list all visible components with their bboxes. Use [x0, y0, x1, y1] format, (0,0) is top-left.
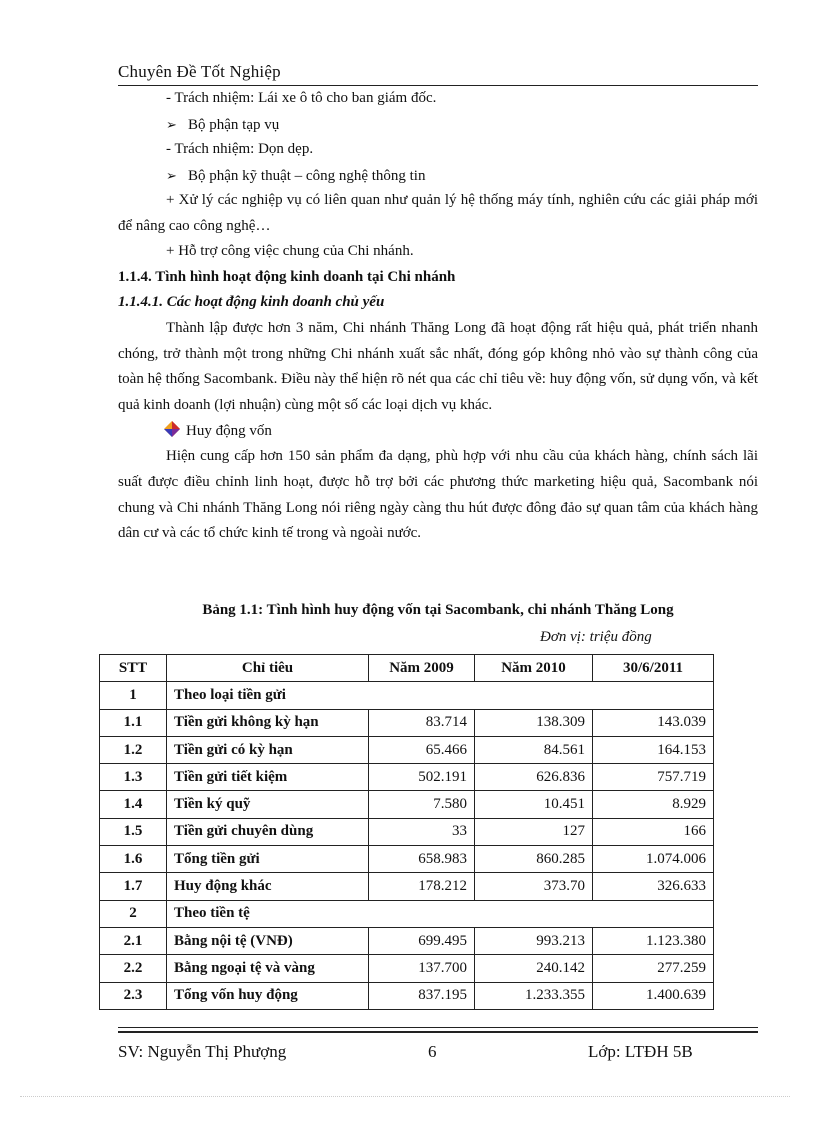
- value-2009-cell: 178.212: [369, 873, 475, 900]
- bullet-item: [118, 163, 758, 189]
- value-2011-cell: 8.929: [593, 791, 714, 818]
- indicator-cell: Bằng nội tệ (VNĐ): [167, 927, 369, 954]
- table-row: [100, 736, 714, 763]
- stt-cell: 2.1: [100, 927, 167, 954]
- indicator-cell: Tiền gửi có kỳ hạn: [167, 736, 369, 763]
- indicator-cell: Tổng vốn huy động: [167, 982, 369, 1009]
- table-row: [100, 873, 714, 900]
- footer-rule: [118, 1031, 758, 1033]
- table-row: [100, 709, 714, 736]
- indicator-cell: Huy động khác: [167, 873, 369, 900]
- body-text: [118, 86, 758, 547]
- value-2011-cell: 143.039: [593, 709, 714, 736]
- value-2011-cell: 164.153: [593, 736, 714, 763]
- value-2011-cell: 326.633: [593, 873, 714, 900]
- bullet-item: [118, 112, 758, 138]
- value-2011-cell: 757.719: [593, 764, 714, 791]
- arrow-bullet-icon: ➢: [166, 116, 177, 132]
- value-2011-cell: 166: [593, 818, 714, 845]
- paragraph: Hiện cung cấp hơn 150 sản phẩm đa dạng, phù hợp với nhu cầu của khách hàng, chính sách lãi suất được điều chỉnh linh hoạt, được hỗ trợ bởi các phương thức marketing hiệu quả, Sacombank nói chung và Chi nhánh Thăng Long nói riêng ngày càng thu hút được đông đảo sự quan tâm của khách hàng dân cư và các tổ chức kinh tế trong và ngoài nước.: [118, 448, 758, 542]
- value-2010-cell: 993.213: [475, 927, 593, 954]
- section-heading: 1.1.4. Tình hình hoạt động kinh doanh tại Chi nhánh: [118, 268, 456, 285]
- paragraph: + Xử lý các nghiệp vụ có liên quan như quản lý hệ thống máy tính, nghiên cứu các giải pháp mới để nâng cao công nghệ…: [118, 192, 758, 234]
- bullet-label: Bộ phận tạp vụ: [188, 116, 280, 133]
- text-line: - Trách nhiệm: Dọn dẹp.: [166, 141, 314, 157]
- stt-cell: 1.3: [100, 764, 167, 791]
- value-2009-cell: 658.983: [369, 846, 475, 873]
- table-header-row: [100, 655, 714, 682]
- value-2011-cell: 1.123.380: [593, 927, 714, 954]
- indicator-cell: Tiền gửi chuyên dùng: [167, 818, 369, 845]
- table-row: [100, 982, 714, 1009]
- value-2009-cell: 33: [369, 818, 475, 845]
- indicator-cell: Bằng ngoại tệ và vàng: [167, 955, 369, 982]
- indicator-cell: Tiền ký quỹ: [167, 791, 369, 818]
- table-caption: Bảng 1.1: Tình hình huy động vốn tại Sacombank, chi nhánh Thăng Long: [202, 602, 674, 618]
- value-2009-cell: 502.191: [369, 764, 475, 791]
- value-2010-cell: 373.70: [475, 873, 593, 900]
- column-header: Năm 2009: [369, 655, 475, 682]
- bullet-label: Huy động vốn: [186, 422, 272, 439]
- group-label-cell: Theo loại tiền gửi: [167, 682, 714, 709]
- footer-student: SV: Nguyễn Thị Phượng: [118, 1042, 287, 1061]
- paragraph: Thành lập được hơn 3 năm, Chi nhánh Thăng Long đã hoạt động rất hiệu quả, phát triển nhanh chóng, trở thành một trong những Chi nhánh xuất sắc nhất, đóng góp không nhỏ vào sự thành công của toàn hệ thống Sacombank. Điều này thể hiện rõ nét qua các chỉ tiêu về: huy động vốn, sử dụng vốn, và kết quả kinh doanh (lợi nhuận) cùng một số các loại dịch vụ khác.: [118, 319, 758, 414]
- column-header: 30/6/2011: [593, 655, 714, 682]
- column-header: Năm 2010: [475, 655, 593, 682]
- stt-cell: 2.2: [100, 955, 167, 982]
- page-edge: [20, 1096, 790, 1097]
- arrow-bullet-icon: ➢: [166, 167, 177, 183]
- value-2009-cell: 83.714: [369, 709, 475, 736]
- value-2010-cell: 626.836: [475, 764, 593, 791]
- text-line: - Trách nhiệm: Lái xe ô tô cho ban giám đốc.: [166, 90, 437, 106]
- stt-cell: 1.6: [100, 846, 167, 873]
- stt-cell: 1.7: [100, 873, 167, 900]
- table-row: [100, 955, 714, 982]
- capital-mobilization-table: [99, 654, 714, 1010]
- stt-cell: 1: [100, 682, 167, 709]
- table-row: [100, 791, 714, 818]
- stt-cell: 2: [100, 900, 167, 927]
- value-2010-cell: 10.451: [475, 791, 593, 818]
- indicator-cell: Tiền gửi không kỳ hạn: [167, 709, 369, 736]
- table-row: [100, 927, 714, 954]
- stt-cell: 1.1: [100, 709, 167, 736]
- value-2011-cell: 1.074.006: [593, 846, 714, 873]
- footer-class: Lớp: LTĐH 5B: [588, 1042, 693, 1061]
- table-row: [100, 764, 714, 791]
- value-2011-cell: 1.400.639: [593, 982, 714, 1009]
- diamond-bullet-icon: [164, 421, 180, 437]
- footer-rule: [118, 1027, 758, 1028]
- column-header: Chỉ tiêu: [167, 655, 369, 682]
- group-label-cell: Theo tiền tệ: [167, 900, 714, 927]
- table-row: [100, 818, 714, 845]
- value-2010-cell: 1.233.355: [475, 982, 593, 1009]
- value-2010-cell: 127: [475, 818, 593, 845]
- value-2009-cell: 837.195: [369, 982, 475, 1009]
- table-group-row: [100, 682, 714, 709]
- indicator-cell: Tổng tiền gửi: [167, 846, 369, 873]
- text-line: + Hỗ trợ công việc chung của Chi nhánh.: [166, 243, 414, 260]
- value-2009-cell: 137.700: [369, 955, 475, 982]
- value-2010-cell: 84.561: [475, 736, 593, 763]
- subsection-heading: 1.1.4.1. Các hoạt động kinh doanh chủ yếu: [118, 294, 385, 311]
- table-row: [100, 846, 714, 873]
- value-2010-cell: 240.142: [475, 955, 593, 982]
- value-2010-cell: 860.285: [475, 846, 593, 873]
- value-2009-cell: 699.495: [369, 927, 475, 954]
- column-header: STT: [100, 655, 167, 682]
- indicator-cell: Tiền gửi tiết kiệm: [167, 764, 369, 791]
- value-2010-cell: 138.309: [475, 709, 593, 736]
- stt-cell: 1.4: [100, 791, 167, 818]
- table-group-row: [100, 900, 714, 927]
- stt-cell: 2.3: [100, 982, 167, 1009]
- page-number: 6: [428, 1042, 437, 1061]
- value-2011-cell: 277.259: [593, 955, 714, 982]
- table-unit: Đơn vị: triệu đồng: [540, 629, 652, 645]
- stt-cell: 1.5: [100, 818, 167, 845]
- value-2009-cell: 7.580: [369, 791, 475, 818]
- value-2009-cell: 65.466: [369, 736, 475, 763]
- running-header-title: Chuyên Đề Tốt Nghiệp: [118, 62, 281, 81]
- bullet-item: [118, 419, 758, 445]
- stt-cell: 1.2: [100, 736, 167, 763]
- bullet-label: Bộ phận kỹ thuật – công nghệ thông tin: [188, 167, 426, 184]
